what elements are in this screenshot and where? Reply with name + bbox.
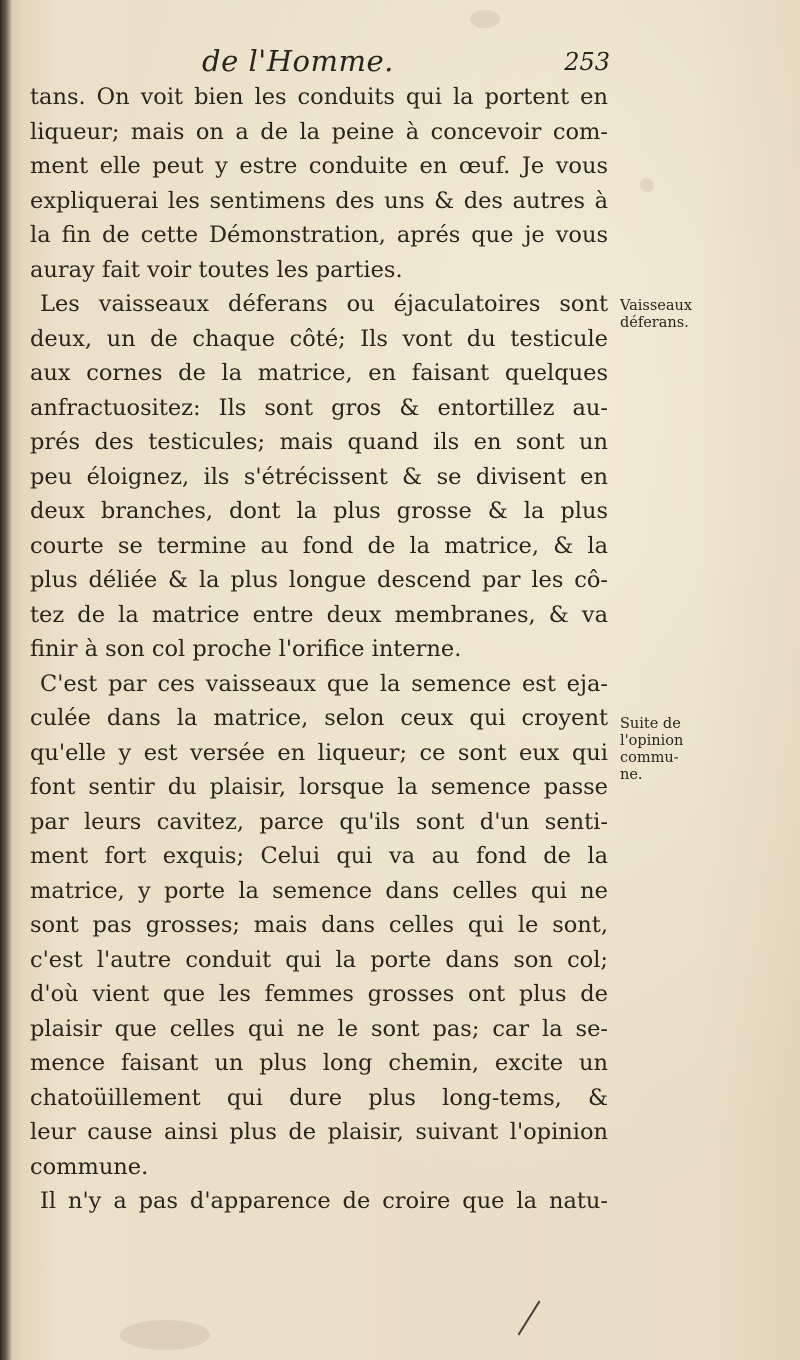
margin-note-vaisseaux [620, 298, 720, 332]
text-line: mence faisant un plus long chemin, excite un [30, 1050, 608, 1076]
text-line: courte se termine au fond de la matrice, & la [30, 532, 608, 559]
margin-note-line: ne. [620, 767, 643, 783]
text-line: aux cornes de la matrice, en faisant quelques [30, 360, 608, 386]
text-line: liqueur; mais on a de la peine à concevoir com- [30, 118, 608, 145]
text-line: plaisir que celles qui ne le sont pas; car la se- [30, 1015, 608, 1042]
text-line: plus déliée & la plus longue descend par les cô- [30, 567, 608, 593]
text-line: peu éloignez, ils s'étrécissent & se divisent en [30, 463, 608, 490]
text-line: c'est l'autre conduit qui la porte dans son col; [30, 946, 608, 973]
paper-stain [640, 178, 654, 192]
text-line: anfractuositez: Ils sont gros & entortillez au- [30, 394, 608, 421]
paper-stain [470, 10, 500, 28]
text-line: C'est par ces vaisseaux que la semence est eja- [40, 670, 608, 697]
margin-note-line: déferans. [620, 315, 689, 331]
text-line: tans. On voit bien les conduits qui la portent en [30, 84, 608, 110]
text-line: sont pas grosses; mais dans celles qui le sont, [30, 912, 608, 938]
body-text [30, 80, 608, 1219]
text-line: la fin de cette Démonstration, aprés que je vous [30, 222, 608, 248]
text-line: prés des testicules; mais quand ils en sont un [30, 429, 608, 455]
text-line: matrice, y porte la semence dans celles qui ne [30, 877, 608, 904]
margin-note-line: Suite de [620, 716, 681, 732]
text-line: ment fort exquis; Celui qui va au fond de la [30, 843, 608, 869]
text-line: tez de la matrice entre deux membranes, & va [30, 601, 608, 628]
text-line: finir à son col proche l'orifice interne. [30, 636, 462, 662]
text-line: deux branches, dont la plus grosse & la plus [30, 498, 608, 524]
running-head: de l'Homme. [202, 44, 394, 78]
ink-mark [518, 1301, 541, 1336]
text-line: chatoüillement qui dure plus long-tems, & [30, 1084, 608, 1111]
text-line: culée dans la matrice, selon ceux qui croyent [30, 705, 608, 731]
text-line: commune. [30, 1153, 149, 1180]
text-line: font sentir du plaisir, lorsque la semence passe [30, 774, 608, 800]
margin-note-line: l'opinion [620, 733, 684, 749]
text-line: qu'elle y est versée en liqueur; ce sont eux qui [30, 739, 608, 766]
book-binding-shadow [0, 0, 12, 1360]
paper-stain [120, 1320, 210, 1350]
margin-note-line: Vaisseaux [620, 298, 693, 314]
page-header [30, 44, 610, 84]
text-line: Les vaisseaux déferans ou éjaculatoires sont [40, 291, 608, 317]
text-line: Il n'y a pas d'apparence de croire que la natu- [40, 1188, 608, 1214]
margin-note-opinion [620, 716, 720, 784]
text-line: ment elle peut y estre conduite en œuf. Je vous [30, 153, 608, 179]
text-line: leur cause ainsi plus de plaisir, suivant l'opinion [30, 1119, 608, 1145]
text-line: d'où vient que les femmes grosses ont plus de [30, 981, 608, 1007]
text-line: auray fait voir toutes les parties. [30, 256, 403, 283]
page-number: 253 [564, 48, 610, 76]
text-line: expliquerai les sentimens des uns & des autres à [30, 187, 608, 214]
margin-note-line: commu- [620, 750, 679, 766]
text-line: par leurs cavitez, parce qu'ils sont d'un senti- [30, 808, 608, 835]
text-line: deux, un de chaque côté; Ils vont du testicule [30, 325, 608, 352]
